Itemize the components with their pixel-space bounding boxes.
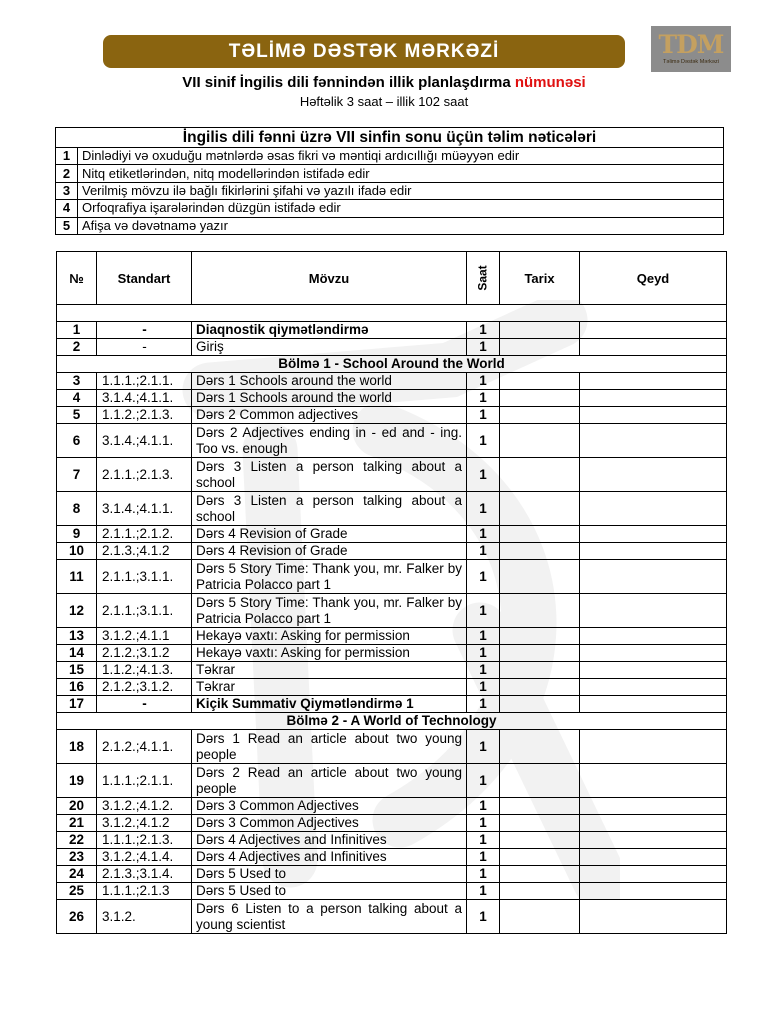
column-header-number: № [57,252,97,305]
row-number: 2 [57,339,97,356]
row-topic: Dərs 4 Adjectives and Infinitives [192,832,467,849]
row-number: 23 [57,849,97,866]
row-date-cell [500,594,580,628]
row-number: 11 [57,560,97,594]
outcome-text: Afişa və dəvətnamə yazır [78,217,724,234]
plan-row [57,764,727,798]
row-note-cell [580,543,727,560]
row-standard: 3.1.2.;4.1.4. [97,849,192,866]
row-note-cell [580,764,727,798]
row-number: 19 [57,764,97,798]
row-number: 9 [57,526,97,543]
row-topic: Hekayə vaxtı: Asking for permission [192,628,467,645]
plan-row [57,458,727,492]
row-hours: 1 [467,373,500,390]
row-topic: Dərs 3 Common Adjectives [192,815,467,832]
column-header-note: Qeyd [580,252,727,305]
row-standard: 3.1.4.;4.1.1. [97,492,192,526]
row-hours: 1 [467,696,500,713]
plan-header-row [57,252,727,305]
row-number: 21 [57,815,97,832]
row-number: 22 [57,832,97,849]
row-number: 4 [57,390,97,407]
outcome-number: 1 [56,148,78,165]
row-topic: Dərs 5 Used to [192,883,467,900]
plan-row [57,832,727,849]
outcome-row [56,182,724,199]
row-topic: Dərs 5 Used to [192,866,467,883]
row-number: 15 [57,662,97,679]
row-date-cell [500,492,580,526]
row-standard: - [97,696,192,713]
row-note-cell [580,645,727,662]
row-note-cell [580,373,727,390]
row-standard: 2.1.2.;4.1.1. [97,730,192,764]
row-hours: 1 [467,424,500,458]
row-standard: 2.1.2.;3.1.2. [97,679,192,696]
row-standard: 2.1.2.;3.1.2 [97,645,192,662]
plan-row [57,798,727,815]
plan-row [57,322,727,339]
banner-title: TƏLİMƏ DƏSTƏK MƏRKƏZİ [228,40,500,62]
row-number: 1 [57,322,97,339]
row-number: 8 [57,492,97,526]
row-note-cell [580,628,727,645]
row-date-cell [500,832,580,849]
row-date-cell [500,696,580,713]
row-date-cell [500,526,580,543]
spacer-row [57,305,727,322]
plan-row [57,594,727,628]
row-date-cell [500,407,580,424]
row-note-cell [580,594,727,628]
row-note-cell [580,407,727,424]
row-standard: 2.1.3.;4.1.2 [97,543,192,560]
row-note-cell [580,492,727,526]
document-title [0,74,768,91]
row-standard: 3.1.4.;4.1.1. [97,424,192,458]
row-date-cell [500,815,580,832]
row-note-cell [580,883,727,900]
row-number: 6 [57,424,97,458]
row-topic: Diaqnostik qiymətləndirmə [192,322,467,339]
row-hours: 1 [467,543,500,560]
row-topic: Təkrar [192,662,467,679]
outcome-row [56,200,724,217]
row-standard: 1.1.2.;4.1.3. [97,662,192,679]
outcomes-header-row [56,128,724,148]
row-hours: 1 [467,764,500,798]
row-date-cell [500,849,580,866]
section-title: Bölmə 1 - School Around the World [57,356,727,373]
row-date-cell [500,883,580,900]
row-standard: 2.1.1.;2.1.2. [97,526,192,543]
outcome-row [56,217,724,234]
row-hours: 1 [467,628,500,645]
row-hours: 1 [467,492,500,526]
row-standard: 3.1.2.;4.1.2. [97,798,192,815]
row-number: 12 [57,594,97,628]
title-accent: nümunəsi [514,74,586,91]
plan-row [57,390,727,407]
row-date-cell [500,764,580,798]
row-topic: Dərs 2 Common adjectives [192,407,467,424]
row-number: 26 [57,900,97,934]
row-topic: Dərs 3 Common Adjectives [192,798,467,815]
row-hours: 1 [467,407,500,424]
header-banner [103,35,625,68]
row-number: 17 [57,696,97,713]
row-date-cell [500,424,580,458]
section-title: Bölmə 2 - A World of Technology [57,713,727,730]
plan-row [57,662,727,679]
outcome-row [56,165,724,182]
row-hours: 1 [467,730,500,764]
row-date-cell [500,866,580,883]
row-topic: Dərs 4 Revision of Grade [192,526,467,543]
plan-row [57,730,727,764]
row-hours: 1 [467,815,500,832]
row-date-cell [500,390,580,407]
row-topic: Dərs 1 Schools around the world [192,373,467,390]
plan-row [57,526,727,543]
row-standard: 1.1.1.;2.1.1. [97,373,192,390]
outcome-number: 4 [56,200,78,217]
row-standard: 2.1.1.;3.1.1. [97,560,192,594]
row-note-cell [580,798,727,815]
row-topic: Təkrar [192,679,467,696]
row-note-cell [580,832,727,849]
outcome-row [56,148,724,165]
row-note-cell [580,560,727,594]
row-standard: 1.1.1.;2.1.1. [97,764,192,798]
section-row [57,713,727,730]
row-date-cell [500,560,580,594]
row-number: 7 [57,458,97,492]
plan-row [57,628,727,645]
row-hours: 1 [467,594,500,628]
document-subtitle: Həftəlik 3 saat – illik 102 saat [299,94,469,109]
column-header-date: Tarix [500,252,580,305]
row-note-cell [580,390,727,407]
row-date-cell [500,543,580,560]
row-topic: Dərs 6 Listen to a person talking about a young scientist [192,900,467,934]
row-date-cell [500,645,580,662]
row-topic: Dərs 2 Adjectives ending in - ed and - ing. Too vs. enough [192,424,467,458]
row-note-cell [580,679,727,696]
row-standard: - [97,339,192,356]
logo-subtitle: Təlimə Dəstək Mərkəzi [663,59,719,65]
spacer-cell [57,305,727,322]
row-topic: Dərs 1 Schools around the world [192,390,467,407]
outcome-text: Nitq etiketlərindən, nitq modellərindən istifadə edir [78,165,724,182]
plan-row [57,900,727,934]
row-number: 5 [57,407,97,424]
row-hours: 1 [467,900,500,934]
row-note-cell [580,730,727,764]
row-hours: 1 [467,390,500,407]
row-date-cell [500,730,580,764]
row-standard: 2.1.1.;3.1.1. [97,594,192,628]
row-note-cell [580,662,727,679]
tdm-logo [651,26,731,72]
row-hours: 1 [467,866,500,883]
plan-row [57,492,727,526]
row-topic: Giriş [192,339,467,356]
row-number: 3 [57,373,97,390]
section-row [57,356,727,373]
row-topic: Dərs 3 Listen a person talking about a school [192,492,467,526]
plan-row [57,696,727,713]
annual-plan-table [56,251,727,934]
row-date-cell [500,322,580,339]
row-standard: 3.1.4.;4.1.1. [97,390,192,407]
row-date-cell [500,339,580,356]
logo-mark: TDM [658,30,724,59]
row-topic: Dərs 5 Story Time: Thank you, mr. Falker by Patricia Polacco part 1 [192,594,467,628]
outcome-text: Verilmiş mövzu ilə bağlı fikirlərini şifahi və yazılı ifadə edir [78,182,724,199]
row-topic: Dərs 2 Read an article about two young people [192,764,467,798]
row-date-cell [500,458,580,492]
plan-row [57,424,727,458]
row-date-cell [500,679,580,696]
learning-outcomes-table [55,127,724,235]
column-header-hours-label: Saat [475,265,490,291]
outcome-text: Dinlədiyi və oxuduğu mətnlərdə əsas fikri və məntiqi ardıcıllığı müəyyən edir [78,148,724,165]
row-hours: 1 [467,679,500,696]
row-standard: 1.1.2.;2.1.3. [97,407,192,424]
row-hours: 1 [467,560,500,594]
row-date-cell [500,662,580,679]
plan-row [57,679,727,696]
plan-row [57,407,727,424]
row-hours: 1 [467,662,500,679]
column-header-hours [467,252,500,305]
row-standard: 1.1.1.;2.1.3. [97,832,192,849]
row-hours: 1 [467,832,500,849]
row-note-cell [580,458,727,492]
row-number: 10 [57,543,97,560]
row-hours: 1 [467,798,500,815]
plan-row [57,849,727,866]
plan-row [57,883,727,900]
row-note-cell [580,696,727,713]
row-date-cell [500,628,580,645]
plan-row [57,815,727,832]
row-note-cell [580,815,727,832]
plan-row [57,560,727,594]
plan-row [57,645,727,662]
row-standard: - [97,322,192,339]
row-standard: 3.1.2.;4.1.2 [97,815,192,832]
row-topic: Kiçik Summativ Qiymətləndirmə 1 [192,696,467,713]
row-note-cell [580,866,727,883]
outcome-number: 5 [56,217,78,234]
row-standard: 2.1.3.;3.1.4. [97,866,192,883]
row-note-cell [580,526,727,543]
row-topic: Dərs 1 Read an article about two young people [192,730,467,764]
row-number: 20 [57,798,97,815]
column-header-standard: Standart [97,252,192,305]
column-header-topic: Mövzu [192,252,467,305]
row-standard: 1.1.1.;2.1.3 [97,883,192,900]
plan-row [57,543,727,560]
row-hours: 1 [467,322,500,339]
row-topic: Dərs 4 Adjectives and Infinitives [192,849,467,866]
row-hours: 1 [467,849,500,866]
row-hours: 1 [467,883,500,900]
row-number: 16 [57,679,97,696]
row-number: 18 [57,730,97,764]
outcome-text: Orfoqrafiya işarələrindən düzgün istifadə edir [78,200,724,217]
row-hours: 1 [467,645,500,662]
row-note-cell [580,900,727,934]
row-number: 24 [57,866,97,883]
row-standard: 2.1.1.;2.1.3. [97,458,192,492]
outcome-number: 3 [56,182,78,199]
title-main: VII sinif İngilis dili fənnindən illik planlaşdırma [182,74,515,91]
row-number: 13 [57,628,97,645]
plan-row [57,339,727,356]
plan-row [57,373,727,390]
row-topic: Hekayə vaxtı: Asking for permission [192,645,467,662]
row-date-cell [500,373,580,390]
row-hours: 1 [467,458,500,492]
outcomes-heading: İngilis dili fənni üzrə VII sinfin sonu üçün təlim nəticələri [56,128,724,148]
row-date-cell [500,900,580,934]
row-hours: 1 [467,526,500,543]
row-topic: Dərs 3 Listen a person talking about a school [192,458,467,492]
row-note-cell [580,849,727,866]
row-standard: 3.1.2.;4.1.1 [97,628,192,645]
row-hours: 1 [467,339,500,356]
row-date-cell [500,798,580,815]
plan-row [57,866,727,883]
row-note-cell [580,339,727,356]
row-standard: 3.1.2. [97,900,192,934]
row-number: 25 [57,883,97,900]
outcome-number: 2 [56,165,78,182]
row-number: 14 [57,645,97,662]
row-topic: Dərs 4 Revision of Grade [192,543,467,560]
row-note-cell [580,424,727,458]
row-topic: Dərs 5 Story Time: Thank you, mr. Falker by Patricia Polacco part 1 [192,560,467,594]
row-note-cell [580,322,727,339]
